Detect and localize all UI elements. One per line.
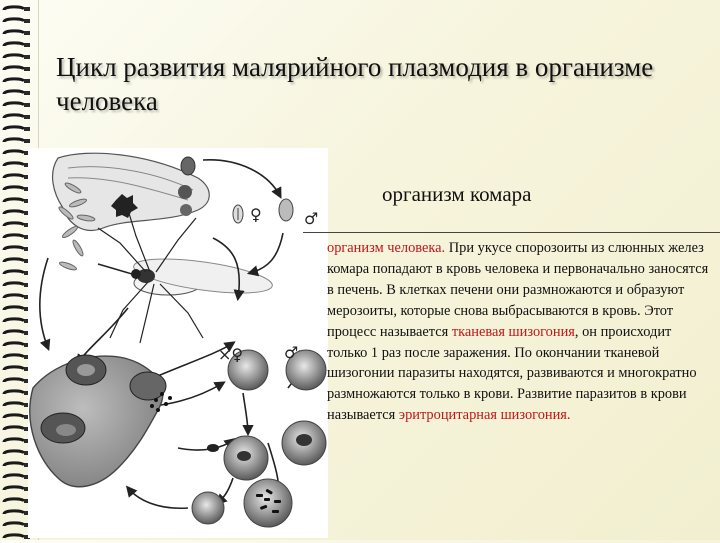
red-blood-cells-icon <box>192 350 326 527</box>
mosquito-organism-heading: организм комара <box>382 182 532 206</box>
svg-text:♂: ♂ <box>284 343 299 362</box>
divider-line <box>303 232 720 233</box>
human-organism-label: организм человека. <box>327 240 446 256</box>
svg-text:×♀: ×♀ <box>218 345 244 364</box>
mosquito-icon <box>98 210 274 343</box>
life-cycle-svg <box>28 148 328 538</box>
liver-icon <box>30 355 172 487</box>
svg-text:♂: ♂ <box>304 209 319 228</box>
description-paragraph <box>327 238 713 426</box>
svg-text:♀: ♀ <box>250 205 262 224</box>
paragraph-text-2: , он происходит только 1 раз после заражения. По окончании тканевой шизогонии паразиты находятся, развиваются и многократно размножаются только в крови. Развитие паразитов в крови называется <box>327 323 697 424</box>
erythrocytic-schizogony-term: эритроцитарная шизогония. <box>398 407 571 424</box>
tissue-schizogony-term: тканевая шизогония <box>451 323 575 340</box>
life-cycle-illustration <box>28 148 328 538</box>
paragraph-text-1: При укусе спорозоиты из слюнных желез комара попадают в кровь человека и первоначально заносятся в печень. В клетках печени они размножаются и образуют мерозоиты, которые снова выбрасываются в кровь. Этот процесс называется <box>327 240 709 340</box>
slide-title: Цикл развития малярийного плазмодия в организме человека <box>56 52 654 116</box>
